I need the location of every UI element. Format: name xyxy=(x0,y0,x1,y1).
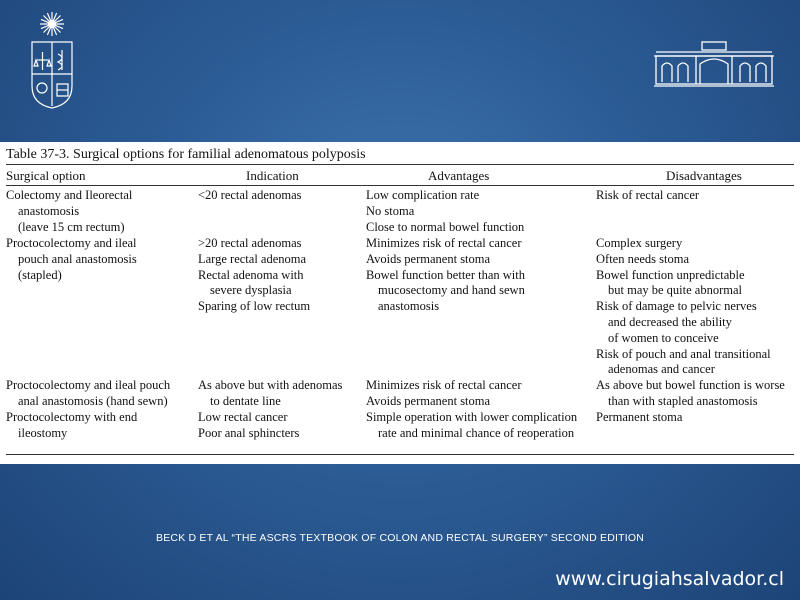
cell-line: Permanent stoma xyxy=(596,410,683,424)
cell-line: Poor anal sphincters xyxy=(198,425,300,440)
cell-surgical-option xyxy=(6,410,137,442)
cell-line: Proctocolectomy and ileal xyxy=(6,236,137,250)
header-indication: Indication xyxy=(246,168,299,183)
table-row xyxy=(6,188,794,236)
cell-line: Often needs stoma xyxy=(596,251,690,266)
cell-line: (stapled) xyxy=(18,267,62,282)
citation: BECK D ET AL “THE ASCRS TEXTBOOK OF COLON AND RECTAL SURGERY” SECOND EDITION xyxy=(156,532,644,544)
cell-line: anastomosis xyxy=(18,203,80,218)
cell-line: mucosectomy and hand sewn xyxy=(378,283,525,298)
table-title: Table 37-3. Surgical options for familial adenomatous polyposis xyxy=(6,147,366,162)
cell-line: pouch anal anastomosis xyxy=(18,251,137,266)
cell-line: Complex surgery xyxy=(596,236,683,250)
cell-line: adenomas and cancer xyxy=(608,362,715,377)
table-panel xyxy=(0,142,800,464)
cell-line: Risk of pouch and anal transitional xyxy=(596,346,771,361)
cell-line: Simple operation with lower complication xyxy=(366,410,578,424)
table-header-rule xyxy=(6,185,794,186)
cell-line: anastomosis xyxy=(378,299,440,314)
cell-line: Low complication rate xyxy=(366,188,480,202)
cell-surgical-option xyxy=(6,236,137,283)
cell-line: but may be quite abnormal xyxy=(608,283,742,298)
cell-line: Colectomy and Ileorectal xyxy=(6,188,133,202)
cell-line: >20 rectal adenomas xyxy=(198,236,302,250)
cell-line: Risk of rectal cancer xyxy=(596,188,700,202)
header-surgical-option: Surgical option xyxy=(6,168,86,183)
cell-advantages xyxy=(366,410,577,442)
table-row xyxy=(6,378,794,410)
header-advantages: Advantages xyxy=(428,168,490,183)
cell-line: Avoids permanent stoma xyxy=(366,393,491,408)
cell-line: to dentate line xyxy=(210,393,281,408)
hospital-building-icon xyxy=(652,40,776,90)
cell-line: Avoids permanent stoma xyxy=(366,251,491,266)
table-body xyxy=(6,188,794,455)
cell-line: and decreased the ability xyxy=(608,314,732,329)
cell-line: severe dysplasia xyxy=(210,283,292,298)
cell-line: Risk of damage to pelvic nerves xyxy=(596,299,757,314)
website-url: www.cirugiahsalvador.cl xyxy=(555,568,784,590)
cell-line: Bowel function better than with xyxy=(366,267,525,282)
cell-advantages xyxy=(366,236,525,315)
cell-advantages xyxy=(366,188,524,235)
cell-indication xyxy=(198,378,342,410)
cell-line: Rectal adenoma with xyxy=(198,267,304,282)
cell-line: As above but bowel function is worse xyxy=(596,378,785,392)
cell-line: Low rectal cancer xyxy=(198,410,288,424)
cell-line: of women to conceive xyxy=(608,330,719,345)
cell-line: Bowel function unpredictable xyxy=(596,267,745,282)
cell-indication xyxy=(198,188,302,204)
cell-line: anal anastomosis (hand sewn) xyxy=(18,393,168,408)
cell-line: No stoma xyxy=(366,203,415,218)
cell-indication xyxy=(198,410,299,442)
cell-line: Close to normal bowel function xyxy=(366,219,525,234)
cell-line: ileostomy xyxy=(18,425,68,440)
cell-line: rate and minimal chance of reoperation xyxy=(378,425,575,440)
cell-disadvantages xyxy=(596,236,771,378)
cell-line: Proctocolectomy with end xyxy=(6,410,138,424)
cell-line: than with stapled anastomosis xyxy=(608,393,758,408)
cell-line: Proctocolectomy and ileal pouch xyxy=(6,378,171,392)
cell-disadvantages xyxy=(596,410,682,426)
cell-line: As above but with adenomas xyxy=(198,378,343,392)
table-row xyxy=(6,236,794,378)
cell-advantages xyxy=(366,378,522,410)
header-disadvantages: Disadvantages xyxy=(666,168,742,183)
cell-line: Large rectal adenoma xyxy=(198,251,307,266)
cell-surgical-option xyxy=(6,378,170,410)
table-row xyxy=(6,410,794,450)
cell-indication xyxy=(198,236,310,315)
cell-disadvantages xyxy=(596,188,699,204)
cell-line: (leave 15 cm rectum) xyxy=(18,219,125,234)
cell-surgical-option xyxy=(6,188,132,235)
table-header-row xyxy=(6,165,794,185)
table-bottom-rule xyxy=(6,454,794,455)
cell-line: Minimizes risk of rectal cancer xyxy=(366,236,522,250)
cell-line: Sparing of low rectum xyxy=(198,299,311,314)
cell-line: <20 rectal adenomas xyxy=(198,188,302,202)
cell-line: Minimizes risk of rectal cancer xyxy=(366,378,522,392)
cell-disadvantages xyxy=(596,378,785,410)
university-crest-icon xyxy=(24,8,80,110)
